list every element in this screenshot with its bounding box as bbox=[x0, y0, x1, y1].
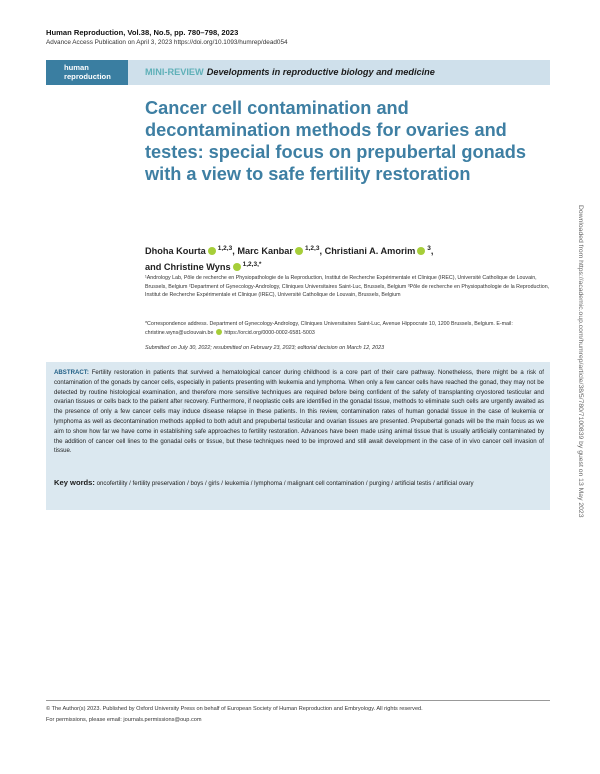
abstract-box bbox=[46, 362, 550, 510]
keywords-text: oncofertility / fertility preservation / boys / girls / leukemia / lymphoma / malignant cell contamination / purging / artificial testis / artificial ovary bbox=[96, 480, 474, 487]
author-affil-sup: 1,2,3,* bbox=[242, 261, 262, 268]
abstract-text: Fertility restoration in patients that survived a hematological cancer during childhood is a core part of their care pathway. Nonetheless, there might be a risk of contamination of the gonads by cancer cells, especially in patients presenting with leukemia and lymphoma. When only a few cancer cells have reached the gonad, they may not be detected by routine histological examination, and therefore more sensitive techniques are required before being confident of the safety of transplanting cryostored testicular and ovarian tissues or cells back to the patient after recovery. Furthermore, if neoplastic cells are identified in the gonadal tissue, methods to eliminate such cells are urgently awaited as the presence of only a few cancer cells may induce disease relapse in these patients. In this review, contamination rates of human gonadal tissue in the case of leukemia or lymphoma as well as decontamination methods applied to both adult and prepubertal testicular and ovarian tissues are presented. Prepubertal gonads will be the main focus as we aim to show how far we have come in establishing safe approaches to fertility restoration. Advances have been made using animal tissue that is usually artificially contaminated by the addition of cancer cell lines to the gonadal cells or tissue, but these techniques need to be improved and still await development in the case of in vivo cancer cell invasion of tissue. bbox=[54, 369, 544, 455]
orcid-link[interactable]: https://orcid.org/0000-0002-6581-5003 bbox=[224, 329, 315, 336]
author-name: Marc Kanbar bbox=[237, 246, 293, 256]
access-doi-line: Advance Access Publication on April 3, 2023 https://doi.org/10.1093/humrep/dead054 bbox=[46, 39, 288, 46]
keywords bbox=[54, 478, 544, 489]
copyright-notice: © The Author(s) 2023. Published by Oxford University Press on behalf of European Society of Human Reproduction and Embryology. All rights reserved. bbox=[46, 706, 423, 712]
author-affil-sup: 1,2,3 bbox=[217, 245, 233, 252]
abstract bbox=[54, 368, 544, 456]
article-title: Cancer cell contamination and decontamination methods for ovaries and testes: special focus on prepubertal gonads with a view to safe fertility restoration bbox=[145, 98, 527, 184]
download-watermark: Downloaded from https://academic.oup.com/humrep/article/38/5/780/7100839 by guest on 13 May 2023 bbox=[577, 205, 584, 518]
orcid-icon[interactable] bbox=[216, 329, 222, 335]
section-banner bbox=[46, 60, 550, 85]
abstract-label: ABSTRACT: bbox=[54, 369, 89, 376]
author-name: Christiani A. Amorim bbox=[324, 246, 416, 256]
footer-divider bbox=[46, 700, 550, 701]
submission-history: Submitted on July 30, 2022; resubmitted on February 23, 2023; editorial decision on March 12, 2023 bbox=[145, 345, 385, 351]
author-affil-sup: 1,2,3 bbox=[304, 245, 320, 252]
keywords-label: Key words: bbox=[54, 478, 95, 487]
orcid-icon[interactable] bbox=[295, 247, 303, 255]
author-name: Dhoha Kourta bbox=[145, 246, 206, 256]
author-affil-sup: 3 bbox=[427, 245, 431, 252]
permissions-notice: For permissions, please email: journals.permissions@oup.com bbox=[46, 717, 202, 723]
author-name: and Christine Wyns bbox=[145, 262, 231, 272]
journal-logo bbox=[46, 60, 128, 85]
author-list: Dhoha Kourta $^{1,2,3}$, Marc Kanbar $^{1,2,3}$, Christiani A. Amorim $^3$, and Christine Wyns $^{1,2,3,*}$ bbox=[145, 245, 434, 272]
correspondence bbox=[145, 320, 555, 337]
orcid-icon[interactable] bbox=[208, 247, 216, 255]
section-subtitle: Developments in reproductive biology and medicine bbox=[206, 67, 435, 77]
orcid-icon[interactable] bbox=[417, 247, 425, 255]
article-type-label bbox=[145, 67, 435, 77]
article-type: MINI-REVIEW bbox=[145, 67, 204, 77]
orcid-icon[interactable] bbox=[233, 263, 241, 271]
correspondence-text: *Correspondence address. Department of Gynecology-Andrology, Cliniques Universitaires Saint-Luc, Avenue Hippocrate 10, 1200 Brussels, Belgium. E-mail: christine.wyns@uclouvain.be bbox=[145, 321, 513, 336]
affiliations: ¹Andrology Lab, Pôle de recherche en Physiopathologie de la Reproduction, Institut de Recherche Expérimentale et Clinique (IREC), Université Catholique de Louvain, Brussels, Belgium ²Department of Gynecology-Andrology, Cliniques Universitaires Saint-Luc, Brussels, Belgium ³Pôle de recherche en Physiopathologie de la Reproduction, Institut de Recherche Expérimentale et Clinique (IREC), Université Catholique de Louvain, Brussels, Belgium bbox=[145, 275, 550, 299]
journal-logo-text: human reproduction bbox=[64, 63, 111, 81]
journal-citation: Human Reproduction, Vol.38, No.5, pp. 780–798, 2023 bbox=[46, 28, 239, 37]
